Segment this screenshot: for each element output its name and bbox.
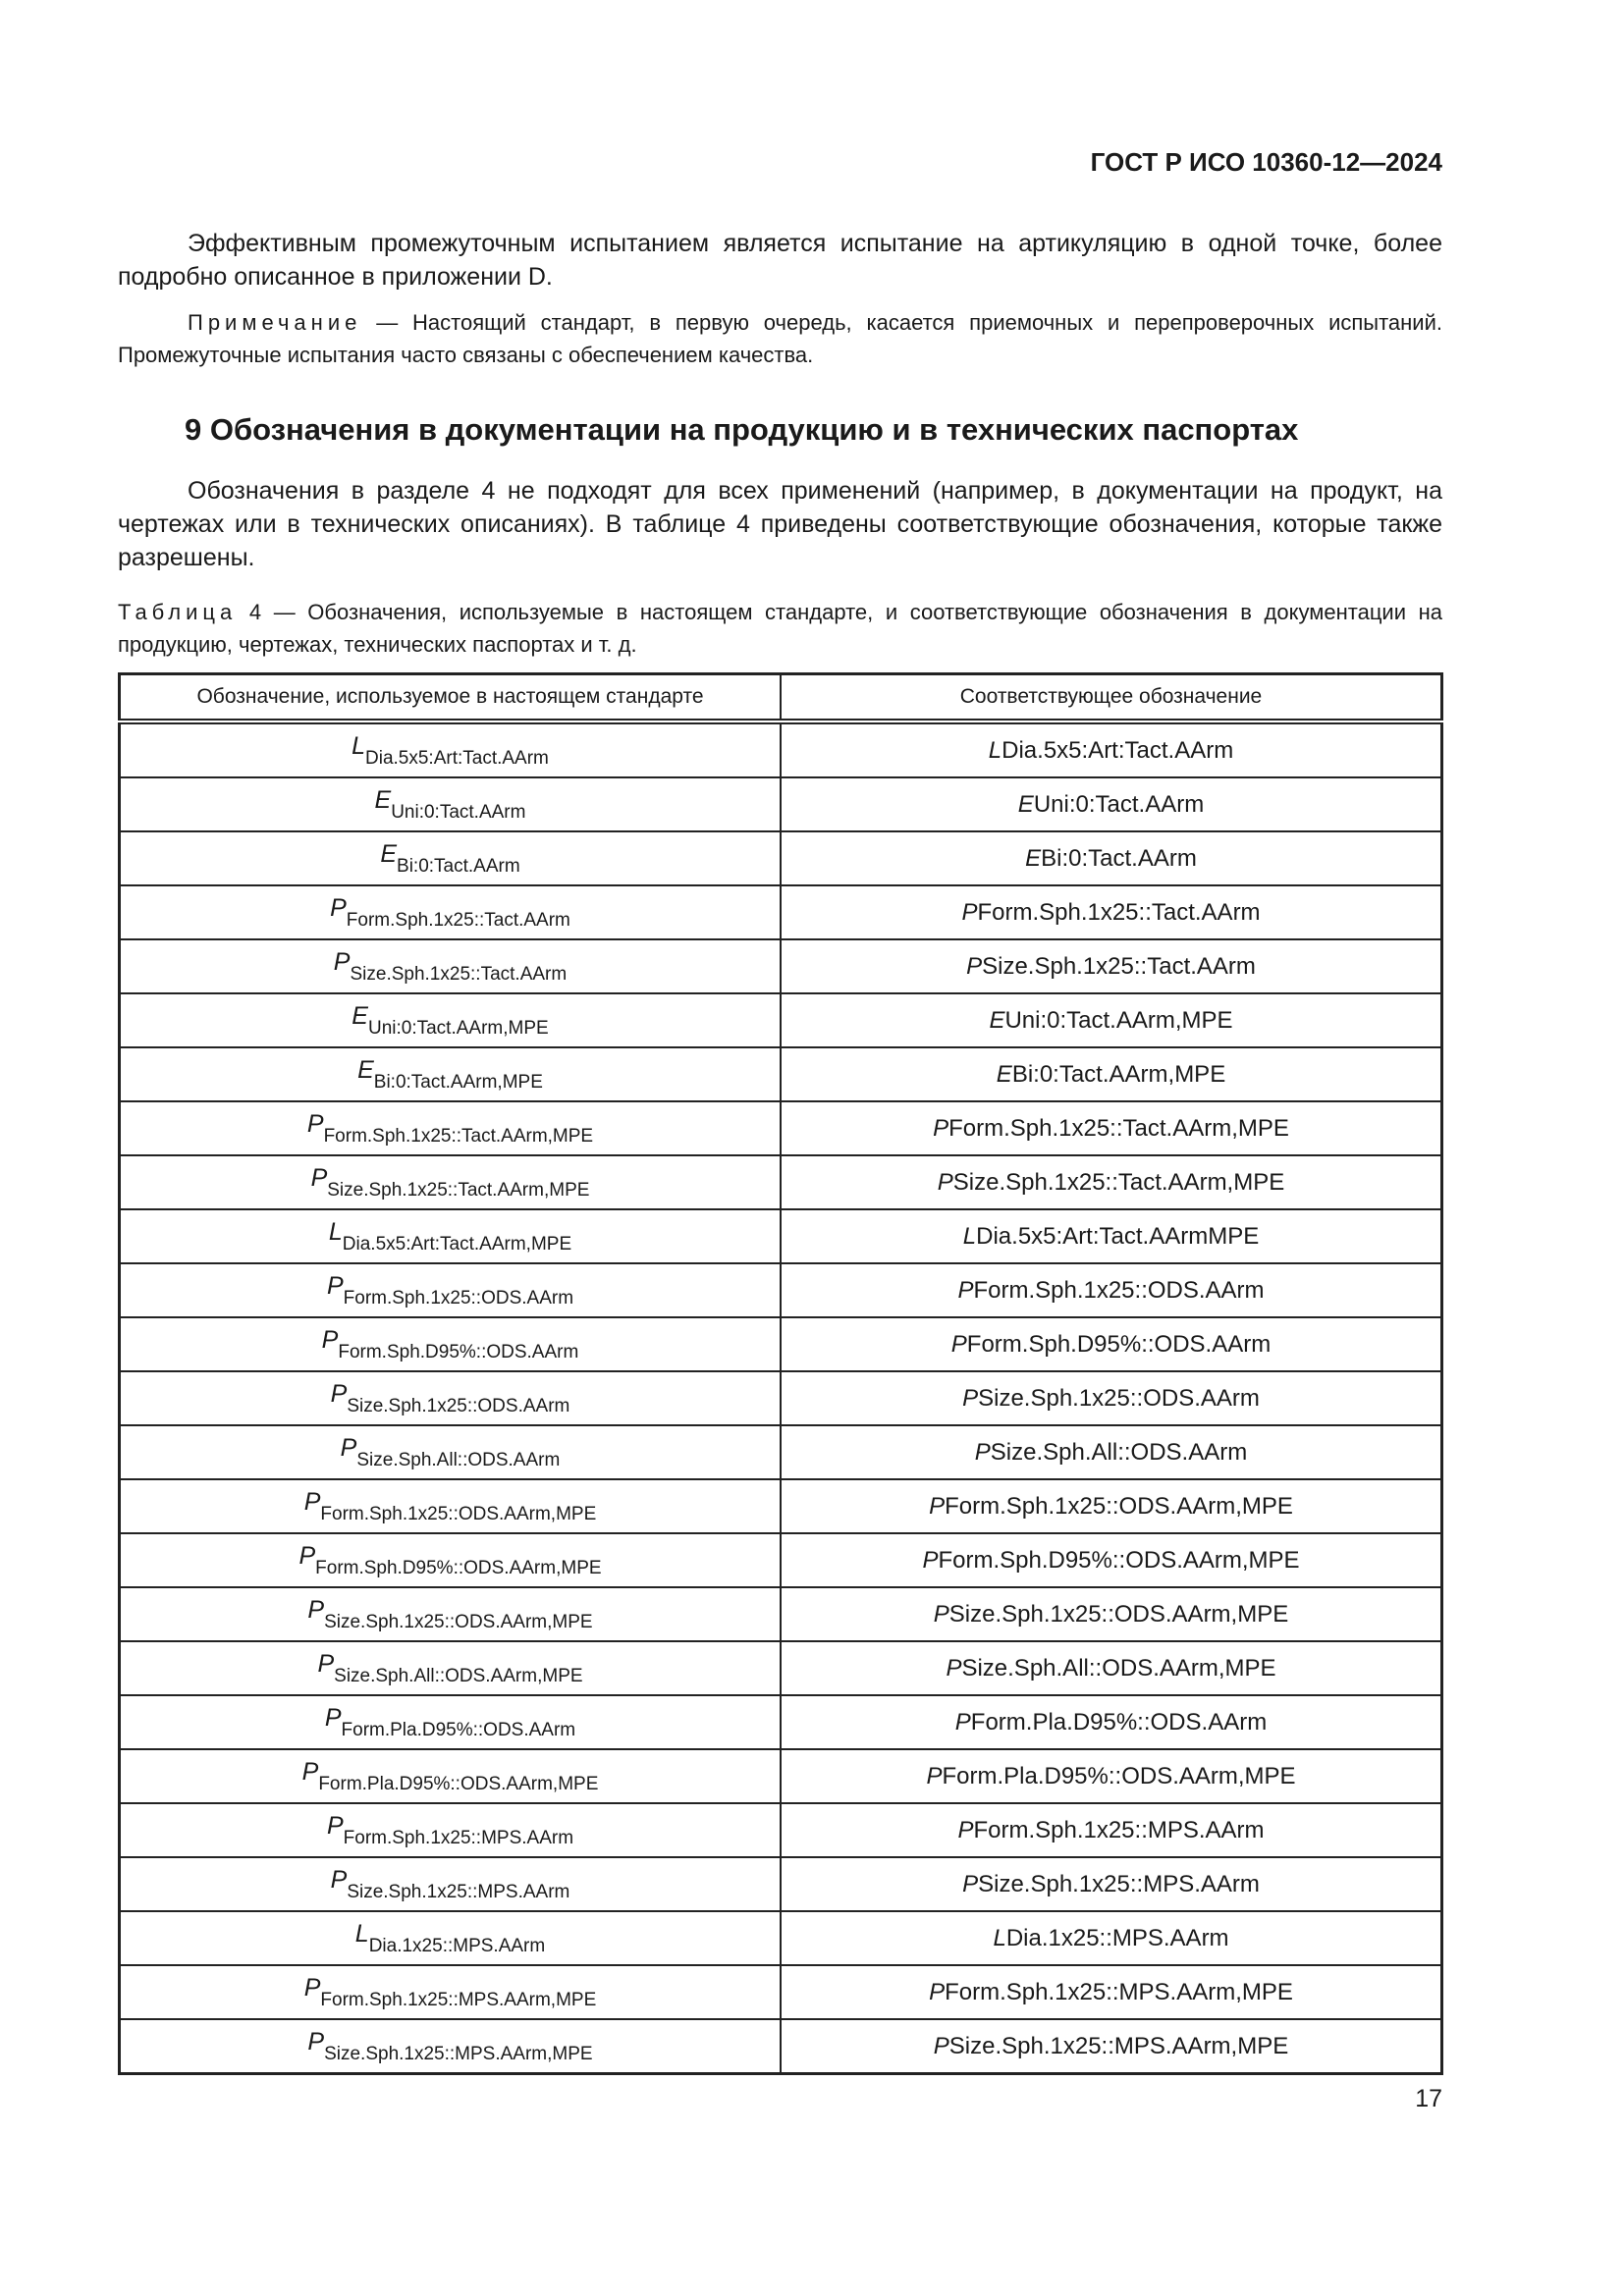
table-row	[120, 2019, 1442, 2074]
suffix: Dia.1x25::MPS.AArm	[1005, 1924, 1229, 1951]
symbol: P	[298, 1541, 316, 1570]
corresponding-designation	[781, 1749, 1442, 1803]
subscript: Form.Sph.1x25::ODS.AArm	[343, 1287, 574, 1308]
subscript: Uni:0:Tact.AArm,MPE	[367, 1017, 549, 1039]
suffix: Form.Sph.D95%::ODS.AArm	[966, 1330, 1272, 1358]
suffix: Size.Sph.1x25::ODS.AArm,MPE	[948, 1600, 1289, 1628]
symbol: E	[357, 1055, 374, 1084]
symbol: P	[307, 2027, 325, 2056]
corresponding-designation	[781, 1857, 1442, 1911]
symbol: P	[317, 1649, 335, 1678]
symbol: L	[328, 1217, 343, 1246]
subscript: Form.Sph.1x25::MPS.AArm,MPE	[320, 1989, 597, 2010]
symbol: P	[333, 947, 351, 976]
standard-designation	[120, 1101, 782, 1155]
standard-designation	[120, 1317, 782, 1371]
subscript: Form.Pla.D95%::ODS.AArm,MPE	[318, 1773, 599, 1794]
symbol: P	[962, 1870, 979, 1897]
standard-designation	[120, 1533, 782, 1587]
corresponding-designation	[781, 1965, 1442, 2019]
table-caption-label: Таблица	[118, 600, 238, 624]
table-row	[120, 1911, 1442, 1965]
subscript: Form.Sph.D95%::ODS.AArm,MPE	[315, 1557, 602, 1578]
table-row	[120, 1695, 1442, 1749]
suffix: Dia.5x5:Art:Tact.AArm	[1001, 736, 1234, 764]
subscript: Form.Sph.1x25::Tact.AArm,MPE	[323, 1125, 594, 1147]
symbol: E	[989, 1006, 1005, 1034]
symbol: P	[933, 1114, 949, 1142]
table-row	[120, 1479, 1442, 1533]
subscript: Size.Sph.1x25::Tact.AArm	[350, 963, 568, 985]
table-row	[120, 1209, 1442, 1263]
table-row	[120, 1371, 1442, 1425]
corresponding-designation	[781, 885, 1442, 939]
table-row	[120, 993, 1442, 1047]
symbol: P	[340, 1433, 357, 1462]
suffix: Form.Sph.1x25::ODS.AArm	[973, 1276, 1265, 1304]
subscript: Size.Sph.All::ODS.AArm	[356, 1449, 561, 1470]
corresponding-designation	[781, 939, 1442, 993]
symbol: P	[303, 1973, 321, 2002]
corresponding-designation	[781, 993, 1442, 1047]
table-row	[120, 1641, 1442, 1695]
standard-designation	[120, 1155, 782, 1209]
table-row	[120, 831, 1442, 885]
symbol: P	[326, 1271, 344, 1300]
suffix: Form.Sph.1x25::MPS.AArm	[973, 1816, 1265, 1843]
table-row	[120, 1965, 1442, 2019]
symbol: P	[303, 1487, 321, 1516]
suffix: Dia.5x5:Art:Tact.AArmMPE	[976, 1222, 1260, 1250]
table-row	[120, 1587, 1442, 1641]
standard-designation	[120, 1641, 782, 1695]
corresponding-designation	[781, 1047, 1442, 1101]
table-row	[120, 1749, 1442, 1803]
table-row	[120, 1155, 1442, 1209]
symbol: P	[957, 1816, 974, 1843]
symbol: P	[946, 1654, 962, 1682]
symbol: P	[954, 1708, 971, 1735]
table-row	[120, 1533, 1442, 1587]
document-id-header: ГОСТ Р ИСО 10360-12—2024	[1090, 147, 1442, 177]
subscript: Form.Sph.1x25::Tact.AArm	[346, 909, 570, 931]
suffix: Size.Sph.1x25::MPS.AArm,MPE	[948, 2032, 1289, 2059]
symbol: P	[957, 1276, 974, 1304]
table-row	[120, 1857, 1442, 1911]
suffix: Uni:0:Tact.AArm	[1033, 790, 1205, 818]
note	[118, 306, 1442, 371]
symbol: P	[307, 1595, 325, 1624]
table-caption-text: 4 — Обозначения, используемые в настоящем стандарте, и соответствующие обозначения в документации на продукцию, чертежах, технических паспортах и т. д.	[118, 600, 1442, 657]
corresponding-designation	[781, 1371, 1442, 1425]
subscript: Size.Sph.1x25::ODS.AArm,MPE	[324, 1611, 593, 1632]
standard-designation	[120, 1371, 782, 1425]
corresponding-designation	[781, 1803, 1442, 1857]
table-row	[120, 939, 1442, 993]
subscript: Size.Sph.1x25::MPS.AArm	[347, 1881, 570, 1902]
standard-designation	[120, 1803, 782, 1857]
table-row	[120, 1317, 1442, 1371]
symbol: E	[380, 839, 398, 868]
symbol: P	[961, 898, 978, 926]
standard-designation	[120, 1209, 782, 1263]
column-header-corresponding: Соответствующее обозначение	[781, 674, 1442, 722]
table-row	[120, 1047, 1442, 1101]
symbol: L	[352, 731, 365, 760]
standard-designation	[120, 1911, 782, 1965]
symbol: L	[993, 1924, 1006, 1951]
suffix: Bi:0:Tact.AArm,MPE	[1011, 1060, 1226, 1088]
symbol: P	[321, 1325, 339, 1354]
corresponding-designation	[781, 1533, 1442, 1587]
suffix: Uni:0:Tact.AArm,MPE	[1004, 1006, 1233, 1034]
suffix: Size.Sph.All::ODS.AArm,MPE	[961, 1654, 1276, 1682]
standard-designation	[120, 1263, 782, 1317]
subscript: Form.Sph.1x25::ODS.AArm,MPE	[320, 1503, 597, 1524]
suffix: Form.Pla.D95%::ODS.AArm,MPE	[942, 1762, 1296, 1789]
symbol: P	[933, 1600, 949, 1628]
table-caption	[118, 596, 1442, 661]
symbol: P	[962, 1384, 979, 1412]
corresponding-designation	[781, 2019, 1442, 2074]
symbol: P	[324, 1703, 342, 1732]
subscript: Form.Sph.D95%::ODS.AArm	[338, 1341, 579, 1362]
corresponding-designation	[781, 1101, 1442, 1155]
paragraph-intermediate-test: Эффективным промежуточным испытанием является испытание на артикуляцию в одной точке, более подробно описанное в приложении D.	[118, 230, 1442, 291]
symbol: P	[929, 1978, 946, 2005]
suffix: Form.Sph.1x25::ODS.AArm,MPE	[945, 1492, 1293, 1520]
standard-designation	[120, 1425, 782, 1479]
suffix: Size.Sph.1x25::Tact.AArm,MPE	[952, 1168, 1285, 1196]
symbol: E	[1017, 790, 1034, 818]
table-row	[120, 1263, 1442, 1317]
standard-designation	[120, 2019, 782, 2074]
corresponding-designation	[781, 1587, 1442, 1641]
subscript: Size.Sph.1x25::Tact.AArm,MPE	[327, 1179, 590, 1201]
corresponding-designation	[781, 831, 1442, 885]
subscript: Size.Sph.1x25::MPS.AArm,MPE	[324, 2043, 593, 2064]
subscript: Bi:0:Tact.AArm	[397, 855, 520, 877]
table-row	[120, 777, 1442, 831]
subscript: Bi:0:Tact.AArm,MPE	[373, 1071, 543, 1093]
column-header-standard: Обозначение, используемое в настоящем стандарте	[120, 674, 782, 722]
corresponding-designation	[781, 1263, 1442, 1317]
subscript: Form.Pla.D95%::ODS.AArm	[341, 1719, 576, 1740]
standard-designation	[120, 1749, 782, 1803]
section-heading: 9 Обозначения в документации на продукцию и в технических паспортах	[185, 412, 1299, 447]
note-label: Примечание	[188, 310, 362, 335]
suffix: Form.Sph.1x25::Tact.AArm,MPE	[948, 1114, 1289, 1142]
symbol: P	[937, 1168, 953, 1196]
suffix: Size.Sph.1x25::Tact.AArm	[982, 952, 1256, 980]
corresponding-designation	[781, 1911, 1442, 1965]
suffix: Bi:0:Tact.AArm	[1041, 844, 1197, 872]
corresponding-designation	[781, 1209, 1442, 1263]
symbol: P	[974, 1438, 991, 1466]
suffix: Form.Sph.D95%::ODS.AArm,MPE	[938, 1546, 1300, 1574]
symbol: P	[922, 1546, 939, 1574]
table-row	[120, 1803, 1442, 1857]
page-number: 17	[1415, 2085, 1442, 2112]
corresponding-designation	[781, 1425, 1442, 1479]
subscript: Uni:0:Tact.AArm	[391, 801, 526, 823]
suffix: Form.Sph.1x25::Tact.AArm	[977, 898, 1261, 926]
symbol: E	[352, 1001, 368, 1030]
table-row	[120, 1101, 1442, 1155]
suffix: Size.Sph.1x25::MPS.AArm	[978, 1870, 1260, 1897]
symbol: P	[330, 1379, 348, 1408]
symbol: P	[966, 952, 983, 980]
table-row	[120, 1425, 1442, 1479]
symbol: P	[310, 1163, 328, 1192]
symbol: P	[330, 893, 347, 922]
symbol: E	[1025, 844, 1042, 872]
symbol: P	[301, 1757, 319, 1786]
symbol: P	[306, 1109, 324, 1138]
subscript: Dia.1x25::MPS.AArm	[368, 1935, 546, 1956]
corresponding-designation	[781, 1479, 1442, 1533]
table-row	[120, 721, 1442, 777]
standard-designation	[120, 1479, 782, 1533]
corresponding-designation	[781, 1155, 1442, 1209]
symbol: P	[929, 1492, 946, 1520]
standard-designation	[120, 939, 782, 993]
section-paragraph: Обозначения в разделе 4 не подходят для всех применений (например, в документации на продукт, на чертежах или в технических описаниях). В таблице 4 приведены соответствующие обозначения, которые также разрешены.	[118, 477, 1442, 571]
symbol: P	[330, 1865, 348, 1894]
symbol: E	[374, 785, 392, 814]
symbol: L	[988, 736, 1002, 764]
standard-designation	[120, 721, 782, 777]
symbol: L	[962, 1222, 977, 1250]
standard-designation	[120, 1857, 782, 1911]
standard-designation	[120, 1047, 782, 1101]
suffix: Form.Pla.D95%::ODS.AArm	[970, 1708, 1268, 1735]
standard-designation	[120, 1965, 782, 2019]
standard-designation	[120, 1587, 782, 1641]
symbol: E	[996, 1060, 1012, 1088]
subscript: Form.Sph.1x25::MPS.AArm	[343, 1827, 574, 1848]
suffix: Form.Sph.1x25::MPS.AArm,MPE	[945, 1978, 1293, 2005]
standard-designation	[120, 777, 782, 831]
subscript: Dia.5x5:Art:Tact.AArm,MPE	[342, 1233, 572, 1255]
symbol: P	[950, 1330, 967, 1358]
symbol: L	[354, 1919, 369, 1948]
symbol: P	[933, 2032, 949, 2059]
corresponding-designation	[781, 777, 1442, 831]
corresponding-designation	[781, 1317, 1442, 1371]
standard-designation	[120, 1695, 782, 1749]
note-text: — Настоящий стандарт, в первую очередь, касается приемочных и перепроверочных испытаний. Промежуточные испытания часто связаны с обеспечением качества.	[118, 310, 1442, 367]
designations-table	[118, 672, 1443, 2075]
subscript: Size.Sph.All::ODS.AArm,MPE	[334, 1665, 583, 1686]
symbol: P	[926, 1762, 943, 1789]
subscript: Size.Sph.1x25::ODS.AArm	[347, 1395, 570, 1416]
corresponding-designation	[781, 1641, 1442, 1695]
suffix: Size.Sph.All::ODS.AArm	[990, 1438, 1248, 1466]
standard-designation	[120, 831, 782, 885]
corresponding-designation	[781, 721, 1442, 777]
corresponding-designation	[781, 1695, 1442, 1749]
suffix: Size.Sph.1x25::ODS.AArm	[978, 1384, 1260, 1412]
symbol: P	[326, 1811, 344, 1840]
standard-designation	[120, 993, 782, 1047]
standard-designation	[120, 885, 782, 939]
subscript: Dia.5x5:Art:Tact.AArm	[365, 747, 549, 769]
table-row	[120, 885, 1442, 939]
